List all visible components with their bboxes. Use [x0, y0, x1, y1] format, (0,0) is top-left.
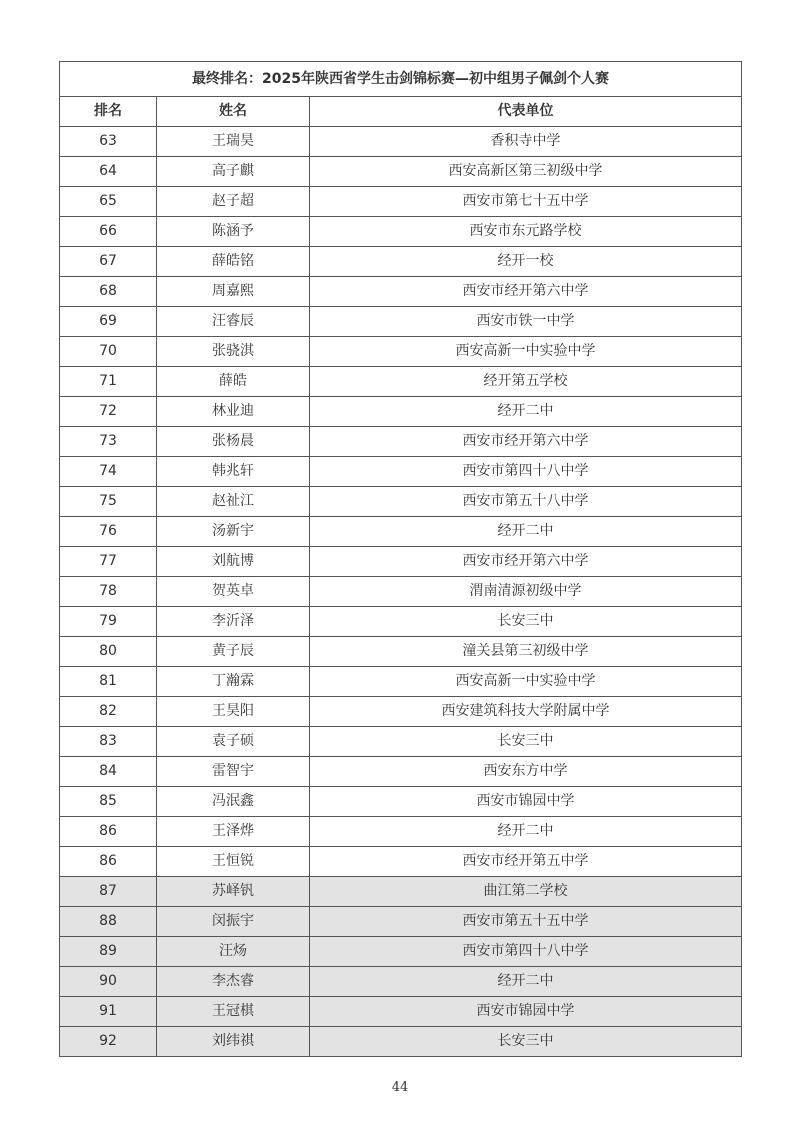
name-cell: 张杨晨	[157, 427, 310, 457]
name-cell: 王昊阳	[157, 697, 310, 727]
unit-cell: 西安市铁一中学	[310, 307, 742, 337]
unit-cell: 西安高新一中实验中学	[310, 337, 742, 367]
unit-cell: 西安市锦园中学	[310, 997, 742, 1027]
header-name: 姓名	[157, 97, 310, 127]
rank-cell: 63	[60, 127, 157, 157]
rank-cell: 89	[60, 937, 157, 967]
name-cell: 王冠棋	[157, 997, 310, 1027]
name-cell: 贺英卓	[157, 577, 310, 607]
table-row	[60, 187, 742, 217]
rank-cell: 72	[60, 397, 157, 427]
rank-cell: 86	[60, 847, 157, 877]
unit-cell: 西安市第五十八中学	[310, 487, 742, 517]
name-cell: 汪睿辰	[157, 307, 310, 337]
rank-cell: 74	[60, 457, 157, 487]
rank-cell: 70	[60, 337, 157, 367]
table-row	[60, 247, 742, 277]
name-cell: 李杰睿	[157, 967, 310, 997]
name-cell: 苏峄钒	[157, 877, 310, 907]
rank-cell: 86	[60, 817, 157, 847]
table-row	[60, 427, 742, 457]
name-cell: 薛皓	[157, 367, 310, 397]
unit-cell: 西安市第五十五中学	[310, 907, 742, 937]
name-cell: 汪炀	[157, 937, 310, 967]
name-cell: 李沂泽	[157, 607, 310, 637]
unit-cell: 西安市第四十八中学	[310, 457, 742, 487]
table-row	[60, 757, 742, 787]
rank-cell: 79	[60, 607, 157, 637]
rank-cell: 75	[60, 487, 157, 517]
rank-cell: 80	[60, 637, 157, 667]
table-row	[60, 877, 742, 907]
name-cell: 黄子辰	[157, 637, 310, 667]
table-row	[60, 517, 742, 547]
rank-cell: 73	[60, 427, 157, 457]
page-number: 44	[391, 1080, 409, 1095]
rank-cell: 76	[60, 517, 157, 547]
table-row	[60, 577, 742, 607]
rank-cell: 65	[60, 187, 157, 217]
table-row	[60, 907, 742, 937]
table-row	[60, 787, 742, 817]
table-row	[60, 337, 742, 367]
rank-cell: 71	[60, 367, 157, 397]
table-row	[60, 667, 742, 697]
unit-cell: 经开二中	[310, 967, 742, 997]
unit-cell: 西安市第七十五中学	[310, 187, 742, 217]
unit-cell: 经开第五学校	[310, 367, 742, 397]
header-rank: 排名	[60, 97, 157, 127]
unit-cell: 西安市东元路学校	[310, 217, 742, 247]
unit-cell: 曲江第二学校	[310, 877, 742, 907]
unit-cell: 西安市经开第五中学	[310, 847, 742, 877]
rank-cell: 91	[60, 997, 157, 1027]
rank-cell: 77	[60, 547, 157, 577]
unit-cell: 潼关县第三初级中学	[310, 637, 742, 667]
name-cell: 陈涵予	[157, 217, 310, 247]
rank-cell: 88	[60, 907, 157, 937]
rank-cell: 85	[60, 787, 157, 817]
table-title-row	[60, 62, 742, 97]
name-cell: 汤新宇	[157, 517, 310, 547]
unit-cell: 西安市锦园中学	[310, 787, 742, 817]
name-cell: 赵子超	[157, 187, 310, 217]
name-cell: 刘航博	[157, 547, 310, 577]
rank-cell: 69	[60, 307, 157, 337]
unit-cell: 经开二中	[310, 397, 742, 427]
name-cell: 韩兆轩	[157, 457, 310, 487]
name-cell: 丁瀚霖	[157, 667, 310, 697]
unit-cell: 西安建筑科技大学附属中学	[310, 697, 742, 727]
unit-cell: 长安三中	[310, 607, 742, 637]
rank-cell: 87	[60, 877, 157, 907]
table-row	[60, 697, 742, 727]
unit-cell: 西安市第四十八中学	[310, 937, 742, 967]
table-row	[60, 157, 742, 187]
table-row	[60, 457, 742, 487]
table-row	[60, 727, 742, 757]
ranking-table	[59, 61, 742, 1057]
table-row	[60, 397, 742, 427]
name-cell: 袁子硕	[157, 727, 310, 757]
name-cell: 赵祉江	[157, 487, 310, 517]
table-row	[60, 1027, 742, 1057]
name-cell: 林业迪	[157, 397, 310, 427]
table-row	[60, 997, 742, 1027]
name-cell: 王泽烨	[157, 817, 310, 847]
unit-cell: 经开一校	[310, 247, 742, 277]
name-cell: 刘纬祺	[157, 1027, 310, 1057]
unit-cell: 西安市经开第六中学	[310, 547, 742, 577]
unit-cell: 渭南清源初级中学	[310, 577, 742, 607]
table-row	[60, 607, 742, 637]
table-row	[60, 937, 742, 967]
table-row	[60, 487, 742, 517]
rank-cell: 84	[60, 757, 157, 787]
table-row	[60, 307, 742, 337]
rank-cell: 82	[60, 697, 157, 727]
rank-cell: 67	[60, 247, 157, 277]
unit-cell: 西安市经开第六中学	[310, 427, 742, 457]
name-cell: 薛皓铭	[157, 247, 310, 277]
rank-cell: 92	[60, 1027, 157, 1057]
header-row	[60, 97, 742, 127]
unit-cell: 西安高新一中实验中学	[310, 667, 742, 697]
rank-cell: 90	[60, 967, 157, 997]
name-cell: 高子麒	[157, 157, 310, 187]
name-cell: 雷智宇	[157, 757, 310, 787]
unit-cell: 长安三中	[310, 1027, 742, 1057]
table-row	[60, 367, 742, 397]
unit-cell: 西安高新区第三初级中学	[310, 157, 742, 187]
rank-cell: 64	[60, 157, 157, 187]
table-row	[60, 967, 742, 997]
name-cell: 王恒锐	[157, 847, 310, 877]
unit-cell: 经开二中	[310, 817, 742, 847]
table-row	[60, 547, 742, 577]
table-row	[60, 637, 742, 667]
rank-cell: 83	[60, 727, 157, 757]
unit-cell: 香积寺中学	[310, 127, 742, 157]
rank-cell: 81	[60, 667, 157, 697]
unit-cell: 西安市经开第六中学	[310, 277, 742, 307]
name-cell: 张骁淇	[157, 337, 310, 367]
table-row	[60, 127, 742, 157]
name-cell: 周嘉熙	[157, 277, 310, 307]
name-cell: 冯泯鑫	[157, 787, 310, 817]
rank-cell: 68	[60, 277, 157, 307]
table-row	[60, 817, 742, 847]
table-row	[60, 277, 742, 307]
table-row	[60, 217, 742, 247]
header-unit: 代表单位	[310, 97, 742, 127]
unit-cell: 经开二中	[310, 517, 742, 547]
rank-cell: 78	[60, 577, 157, 607]
name-cell: 闵振宇	[157, 907, 310, 937]
table-row	[60, 847, 742, 877]
table-title: 最终排名：2025年陕西省学生击剑锦标赛—初中组男子佩剑个人赛	[60, 62, 742, 97]
unit-cell: 西安东方中学	[310, 757, 742, 787]
name-cell: 王瑞昊	[157, 127, 310, 157]
unit-cell: 长安三中	[310, 727, 742, 757]
rank-cell: 66	[60, 217, 157, 247]
